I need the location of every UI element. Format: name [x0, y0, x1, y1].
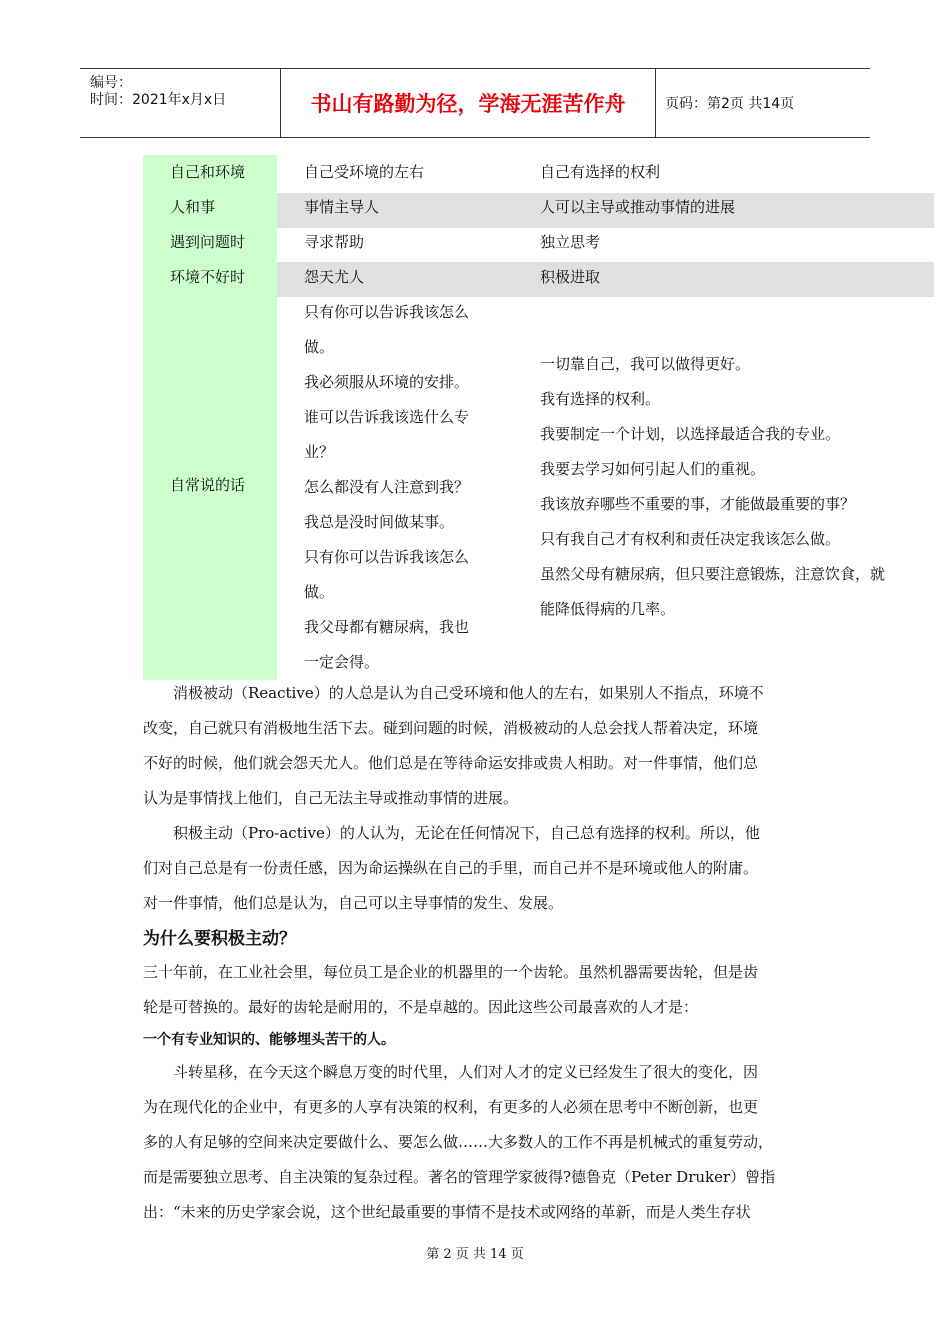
saying-line: 谁可以告诉我该选什么专	[304, 408, 470, 426]
text-line: 认为是事情找上他们，自己无法主导或推动事情的进展。	[143, 789, 519, 807]
saying-line: 只有你可以告诉我该怎么	[304, 303, 470, 321]
date-label: 时间：2021年x月x日	[90, 92, 227, 108]
saying-line: 我要制定一个计划，以选择最适合我的专业。	[540, 425, 841, 443]
text-line: 们对自己总是有一份责任感，因为命运操纵在自己的手里，而自己并不是环境或他人的附庸。	[143, 859, 759, 877]
text-line: 斗转星移，在今天这个瞬息万变的时代里，人们对人才的定义已经发生了很大的变化，因	[143, 1063, 759, 1081]
text-line: 为在现代化的企业中，有更多的人享有决策的权利，有更多的人必须在思考中不断创新，也更	[143, 1098, 759, 1116]
header-motto: 书山有路勤为径，学海无涯苦作舟	[280, 69, 656, 137]
saying-line: 我要去学习如何引起人们的重视。	[540, 460, 766, 478]
row-reactive: 寻求帮助	[304, 233, 365, 251]
saying-line: 一切靠自己，我可以做得更好。	[540, 355, 751, 373]
row-proactive: 人可以主导或推动事情的进展	[540, 198, 736, 216]
saying-line: 我有选择的权利。	[540, 390, 661, 408]
row-topic: 环境不好时	[170, 268, 246, 286]
paragraph-industrial	[143, 955, 803, 1025]
header-meta	[80, 69, 280, 137]
text-line: 轮是可替换的。最好的齿轮是耐用的，不是卓越的。因此这些公司最喜欢的人才是：	[143, 998, 699, 1016]
page-header	[80, 68, 870, 138]
row-topic: 人和事	[170, 198, 216, 216]
header-page-info: 页码：第2页 共14页	[665, 96, 795, 112]
comparison-table	[143, 155, 934, 680]
text-line: 出：“未来的历史学家会说，这个世纪最重要的事情不是技术或网络的革新，而是人类生存状	[143, 1203, 751, 1221]
paragraph-modern	[143, 1055, 803, 1230]
row-proactive: 自己有选择的权利	[540, 163, 661, 181]
bold-statement: 一个有专业知识的、能够埋头苦干的人。	[143, 1032, 395, 1048]
text-line: 多的人有足够的空间来决定要做什么、要怎么做……大多数人的工作不再是机械式的重复劳动，	[143, 1133, 774, 1151]
row-topic: 自己和环境	[170, 163, 246, 181]
saying-line: 我该放弃哪些不重要的事，才能做最重要的事？	[540, 495, 856, 513]
row-reactive: 自己受环境的左右	[304, 163, 425, 181]
row-topic: 遇到问题时	[170, 233, 246, 251]
text-line: 而是需要独立思考、自主决策的复杂过程。著名的管理学家彼得?德鲁克（Peter Druker）曾指	[143, 1168, 776, 1186]
row-shade	[277, 262, 934, 297]
sayings-topic: 自常说的话	[170, 476, 246, 494]
saying-line: 怎么都没有人注意到我？	[304, 478, 470, 496]
reactive-sayings	[304, 295, 469, 680]
saying-line: 只有我自己才有权利和责任决定我该怎么做。	[540, 530, 841, 548]
text-line: 积极主动（Pro-active）的人认为，无论在任何情况下，自己总有选择的权利。所以，他	[143, 824, 760, 842]
saying-line: 虽然父母有糖尿病，但只要注意锻炼，注意饮食，就	[540, 565, 886, 583]
saying-line: 我必须服从环境的安排。	[304, 373, 470, 391]
text-line: 不好的时候，他们就会怨天尤人。他们总是在等待命运安排或贵人相助。对一件事情，他们总	[143, 754, 759, 772]
text-line: 改变，自己就只有消极地生活下去。碰到问题的时候，消极被动的人总会找人帮着决定，环境	[143, 719, 759, 737]
row-reactive: 怨天尤人	[304, 268, 365, 286]
row-proactive: 积极进取	[540, 268, 601, 286]
saying-line: 我父母都有糖尿病，我也	[304, 618, 470, 636]
text-line: 消极被动（Reactive）的人总是认为自己受环境和他人的左右，如果别人不指点，环境不	[143, 684, 764, 702]
saying-line: 做。	[304, 338, 335, 356]
proactive-sayings	[540, 347, 885, 627]
text-line: 对一件事情，他们总是认为，自己可以主导事情的发生、发展。	[143, 894, 564, 912]
number-label: 编号：	[90, 75, 132, 91]
saying-line: 业？	[304, 443, 335, 461]
saying-line: 只有你可以告诉我该怎么	[304, 548, 470, 566]
saying-line: 一定会得。	[304, 653, 380, 671]
section-heading: 为什么要积极主动？	[143, 929, 296, 949]
row-proactive: 独立思考	[540, 233, 601, 251]
saying-line: 做。	[304, 583, 335, 601]
text-line: 三十年前，在工业社会里，每位员工是企业的机器里的一个齿轮。虽然机器需要齿轮，但是齿	[143, 963, 759, 981]
saying-line: 我总是没时间做某事。	[304, 513, 455, 531]
row-reactive: 事情主导人	[304, 198, 380, 216]
paragraph-reactive	[143, 676, 803, 816]
page-footer: 第 2 页 共 14 页	[426, 1247, 524, 1262]
paragraph-proactive	[143, 816, 803, 921]
saying-line: 能降低得病的几率。	[540, 600, 676, 618]
